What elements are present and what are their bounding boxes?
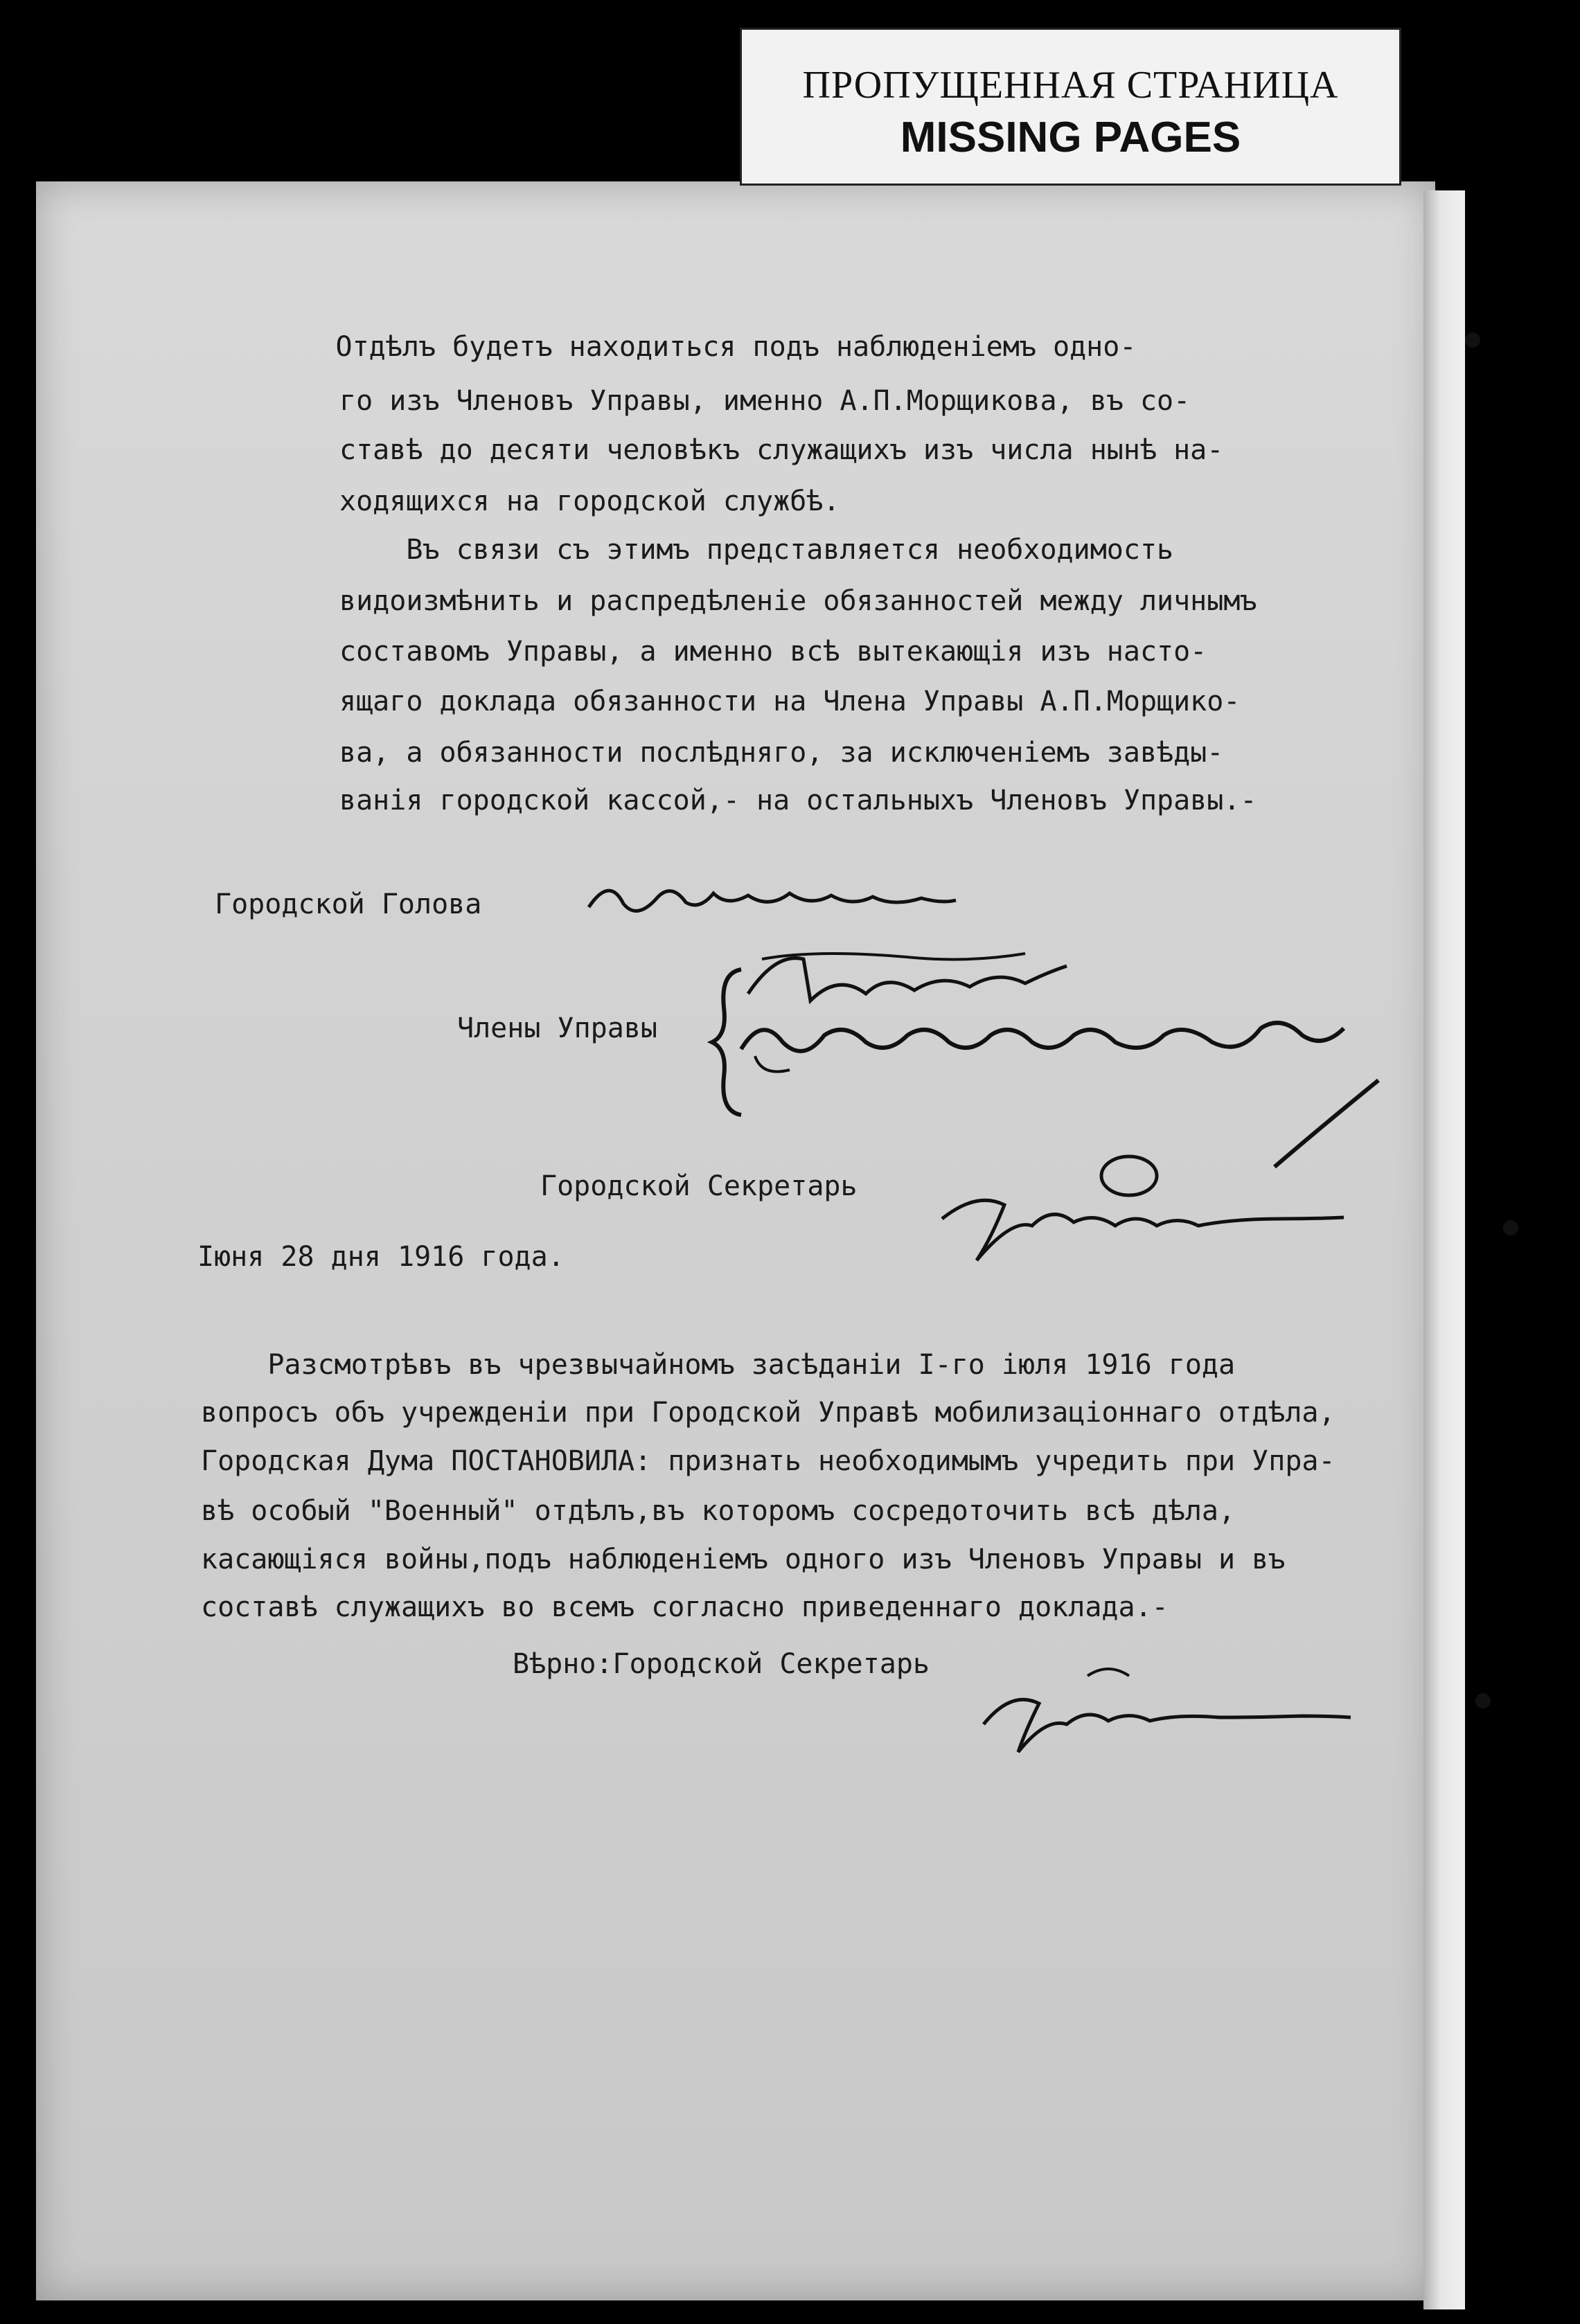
missing-pages-label — [740, 28, 1401, 186]
paragraph2-line: ва, а обязанности послѣдняго, за исключенiемъ завѣды- — [339, 737, 1224, 769]
secretary-label: Городской Секретарь — [540, 1170, 858, 1202]
paragraph1-line: ставѣ до десяти человѣкъ служащихъ изъ числа нынѣ на- — [339, 434, 1224, 466]
paragraph2-line: ящаго доклада обязанности на Члена Управы А.П.Морщико- — [339, 686, 1241, 717]
paragraph2-line: Въ связи съ этимъ представляется необходимость — [339, 534, 1174, 566]
paragraph1-line: ходящихся на городской службѣ. — [339, 485, 840, 517]
paragraph2-line: видоизмѣнить и распредѣленiе обязанностей между личнымъ — [339, 585, 1257, 617]
binding-hole — [1465, 332, 1480, 348]
resolution-line: касающiяся войны,подъ наблюденiемъ одного изъ Членовъ Управы и въ — [201, 1544, 1286, 1575]
binding-hole — [1475, 1693, 1491, 1708]
secretary-signature — [921, 1150, 1351, 1278]
binding-hole — [1503, 1220, 1518, 1235]
resolution-line: Разсмотрѣвъ въ чрезвычайномъ засѣданiи I-го iюля 1916 года — [201, 1349, 1236, 1381]
missing-label-ru: ПРОПУЩЕННАЯ СТРАНИЦА — [802, 64, 1339, 107]
paragraph1-line: го изъ Членовъ Управы, именно А.П.Морщикова, въ со- — [339, 385, 1191, 417]
paragraph2-line: ванiя городской кассой,- на остальныхъ Членовъ Управы.- — [339, 785, 1257, 816]
members-label: Члены Управы — [457, 1012, 657, 1044]
page-edge — [1423, 190, 1465, 2309]
document-date: Iюня 28 дня 1916 года. — [197, 1241, 565, 1273]
resolution-line: составѣ служащихъ во всемъ согласно приведеннаго доклада.- — [201, 1591, 1169, 1623]
paragraph1-line: Отдѣлъ будетъ находиться подъ наблюденiемъ одно- — [236, 331, 1137, 363]
certification-label: Вѣрно:Городской Секретарь — [513, 1648, 930, 1680]
certification-signature — [970, 1648, 1358, 1762]
missing-label-en: MISSING PAGES — [900, 114, 1241, 161]
head-label: Городской Голова — [215, 888, 482, 920]
resolution-line: Городская Дума ПОСТАНОВИЛА: признать необходимымъ учредить при Упра- — [201, 1445, 1335, 1477]
paragraph2-line: составомъ Управы, а именно всѣ вытекающiя изъ насто- — [339, 636, 1207, 668]
head-signature — [582, 869, 970, 928]
resolution-line: вѣ особый "Военный" отдѣлъ,въ которомъ сосредоточить всѣ дѣла, — [201, 1495, 1236, 1527]
resolution-line: вопросъ объ учрежденiи при Городской Управѣ мобилизацiоннаго отдѣла, — [201, 1397, 1335, 1429]
